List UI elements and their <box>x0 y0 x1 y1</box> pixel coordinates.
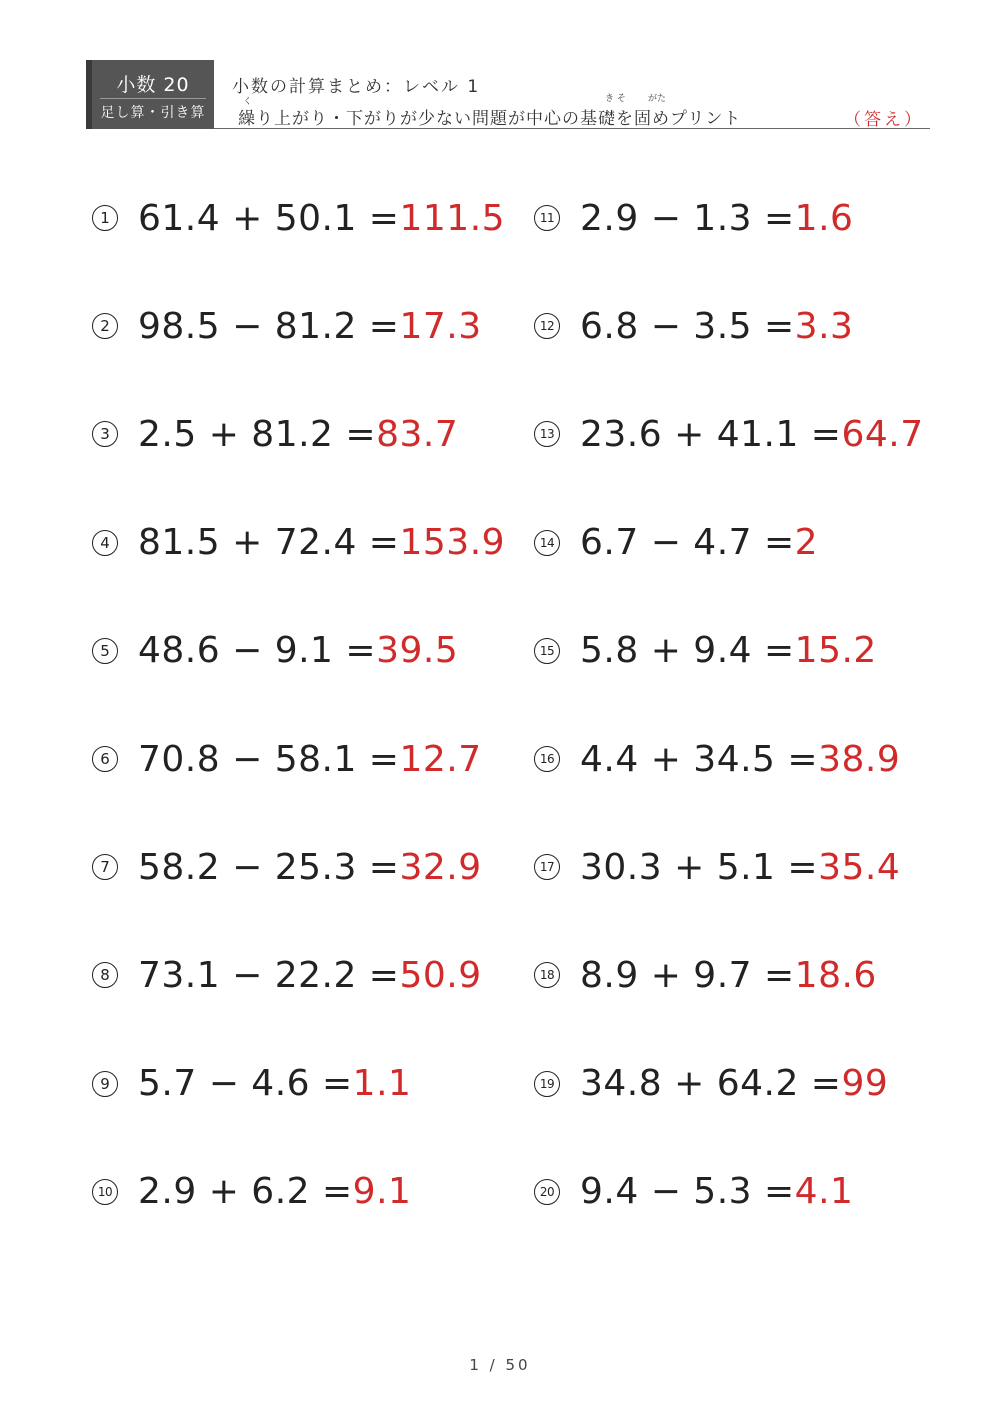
problem-answer: 17.3 <box>399 305 482 347</box>
problem-expression: 23.6 + 41.1 = <box>580 413 842 455</box>
problem-expression: 58.2 − 25.3 = <box>138 846 400 888</box>
problem-number: 8 <box>92 962 118 988</box>
problem-number: 9 <box>92 1071 118 1097</box>
problem-expression: 30.3 + 5.1 = <box>580 846 819 888</box>
problem-answer: 3.3 <box>794 305 854 347</box>
problem-item <box>534 404 924 464</box>
problem-item <box>92 188 505 248</box>
problem-expression: 73.1 − 22.2 = <box>138 954 400 996</box>
ruby-gata: がた <box>648 94 667 104</box>
problem-number: 6 <box>92 746 118 772</box>
problem-number: 14 <box>534 530 560 556</box>
problem-expression: 61.4 + 50.1 = <box>138 197 400 239</box>
problem-number: 20 <box>534 1179 560 1205</box>
problem-answer: 111.5 <box>399 197 506 239</box>
problem-number: 18 <box>534 962 560 988</box>
problem-answer: 9.1 <box>352 1171 412 1213</box>
problem-item <box>92 1054 411 1114</box>
problem-number: 2 <box>92 313 118 339</box>
problem-answer: 2 <box>794 522 819 564</box>
problem-answer: 1.6 <box>794 197 854 239</box>
problem-answer: 83.7 <box>376 413 459 455</box>
problem-answer: 18.6 <box>794 954 877 996</box>
answer-label: （答え） <box>844 110 924 130</box>
problem-item <box>534 621 877 681</box>
problem-answer: 153.9 <box>399 522 506 564</box>
problem-item <box>92 945 482 1005</box>
problem-number: 7 <box>92 854 118 880</box>
problem-expression: 81.5 + 72.4 = <box>138 522 400 564</box>
problem-answer: 1.1 <box>352 1063 412 1105</box>
problem-item <box>92 404 458 464</box>
problem-item <box>534 513 818 573</box>
badge-subtitle: 足し算・引き算 <box>100 105 206 121</box>
problem-answer: 38.9 <box>818 738 901 780</box>
problem-item <box>92 621 458 681</box>
ruby-ku: く <box>243 97 253 107</box>
problem-expression: 48.6 − 9.1 = <box>138 630 377 672</box>
problem-item <box>534 729 900 789</box>
problem-item <box>534 1054 888 1114</box>
problem-item <box>534 837 900 897</box>
problem-expression: 6.8 − 3.5 = <box>580 305 795 347</box>
problem-number: 4 <box>92 530 118 556</box>
problem-answer: 64.7 <box>841 413 924 455</box>
problem-expression: 9.4 − 5.3 = <box>580 1171 795 1213</box>
problem-number: 19 <box>534 1071 560 1097</box>
problem-answer: 50.9 <box>399 954 482 996</box>
problem-expression: 2.9 − 1.3 = <box>580 197 795 239</box>
problem-item <box>534 945 877 1005</box>
badge-title: 小数 20 <box>116 74 190 96</box>
problem-number: 5 <box>92 638 118 664</box>
problem-item <box>92 1162 411 1222</box>
problem-expression: 2.9 + 6.2 = <box>138 1171 353 1213</box>
problem-item <box>534 188 853 248</box>
worksheet-subtitle: 繰り上がり・下がりが少ない問題が中心の基礎を固めプリント <box>238 109 742 129</box>
problem-expression: 6.7 − 4.7 = <box>580 522 795 564</box>
problem-item <box>92 729 482 789</box>
problem-item <box>92 513 505 573</box>
problem-expression: 4.4 + 34.5 = <box>580 738 819 780</box>
problem-expression: 70.8 − 58.1 = <box>138 738 400 780</box>
problem-number: 1 <box>92 205 118 231</box>
problem-number: 10 <box>92 1179 118 1205</box>
page-number: 1 / 50 <box>469 1356 531 1374</box>
problem-expression: 5.8 + 9.4 = <box>580 630 795 672</box>
problem-number: 3 <box>92 421 118 447</box>
problem-number: 13 <box>534 421 560 447</box>
problem-answer: 4.1 <box>794 1171 854 1213</box>
problem-number: 17 <box>534 854 560 880</box>
problem-answer: 39.5 <box>376 630 459 672</box>
problem-answer: 32.9 <box>399 846 482 888</box>
problem-number: 12 <box>534 313 560 339</box>
problem-number: 15 <box>534 638 560 664</box>
problem-item <box>92 296 482 356</box>
problem-answer: 15.2 <box>794 630 877 672</box>
ruby-kiso: き そ <box>605 94 626 104</box>
problem-number: 16 <box>534 746 560 772</box>
problem-expression: 5.7 − 4.6 = <box>138 1063 353 1105</box>
problem-answer: 35.4 <box>818 846 901 888</box>
problem-expression: 8.9 + 9.7 = <box>580 954 795 996</box>
problem-item <box>92 837 482 897</box>
problem-expression: 34.8 + 64.2 = <box>580 1063 842 1105</box>
problem-answer: 12.7 <box>399 738 482 780</box>
problem-item <box>534 296 853 356</box>
worksheet-title: 小数の計算まとめ：レベル 1 <box>232 77 481 97</box>
problem-expression: 98.5 − 81.2 = <box>138 305 400 347</box>
problem-expression: 2.5 + 81.2 = <box>138 413 377 455</box>
problem-item <box>534 1162 853 1222</box>
problem-answer: 99 <box>841 1063 889 1105</box>
problem-number: 11 <box>534 205 560 231</box>
